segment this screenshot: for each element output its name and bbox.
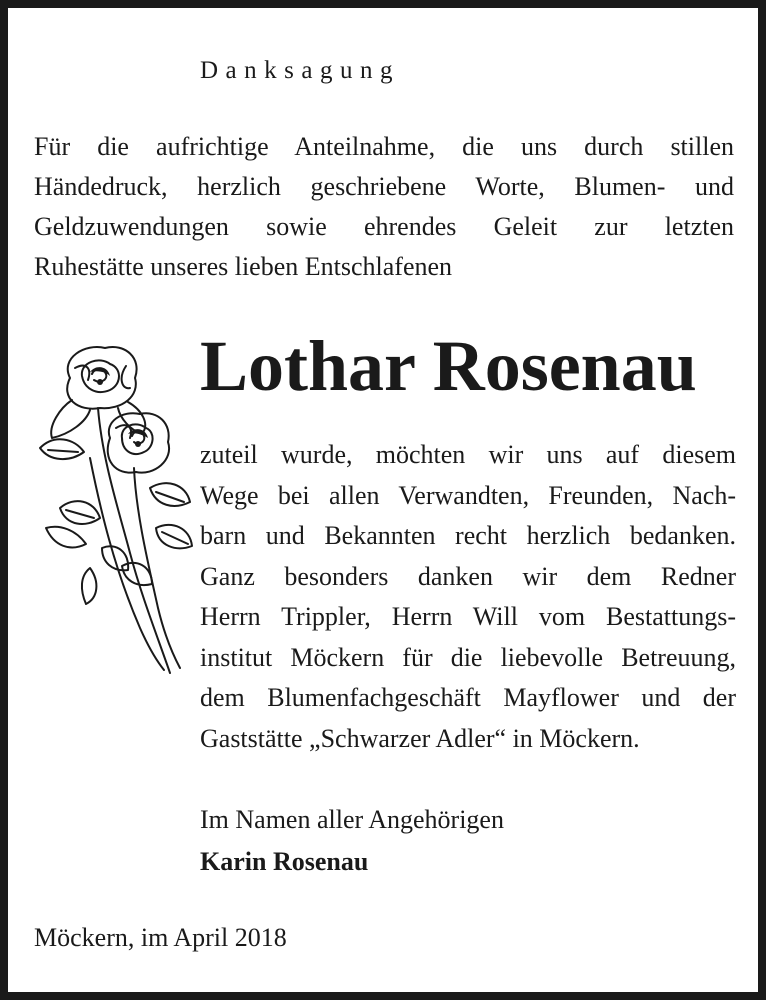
intro-line: Händedruck, herzlich geschriebene Worte, Blumen- und <box>34 172 734 201</box>
closing-line: Im Namen aller Angehörigen <box>200 805 504 834</box>
heading: Danksagung <box>200 57 400 84</box>
body-line: Wege bei allen Verwandten, Freunden, Nach- <box>200 480 736 510</box>
intro-paragraph <box>34 127 734 287</box>
body-line: zuteil wurde, möchten wir uns auf diesem <box>200 440 736 469</box>
signer-name: Karin Rosenau <box>200 847 369 876</box>
deceased-name: Lothar Rosenau <box>200 326 697 406</box>
roses-illustration-icon <box>30 338 200 683</box>
body-paragraph <box>200 435 736 759</box>
body-line: Herrn Trippler, Herrn Will vom Bestattungs- <box>200 602 736 631</box>
intro-line: Ruhestätte unseres lieben Entschlafenen <box>34 252 453 281</box>
body-line: Gaststätte „Schwarzer Adler“ in Möckern. <box>200 723 640 753</box>
body-line: Ganz besonders danken wir dem Redner <box>200 561 736 591</box>
intro-line: Für die aufrichtige Anteilnahme, die uns durch stillen <box>34 132 734 161</box>
closing <box>200 799 504 883</box>
place-date: Möckern, im April 2018 <box>34 923 287 952</box>
intro-line: Geldzuwendungen sowie ehrendes Geleit zur letzten <box>34 212 734 241</box>
body-line: barn und Bekannten recht herzlich bedanken. <box>200 521 736 550</box>
body-line: institut Möckern für die liebevolle Betreuung, <box>200 642 736 672</box>
body-line: dem Blumenfachgeschäft Mayflower und der <box>200 683 736 712</box>
